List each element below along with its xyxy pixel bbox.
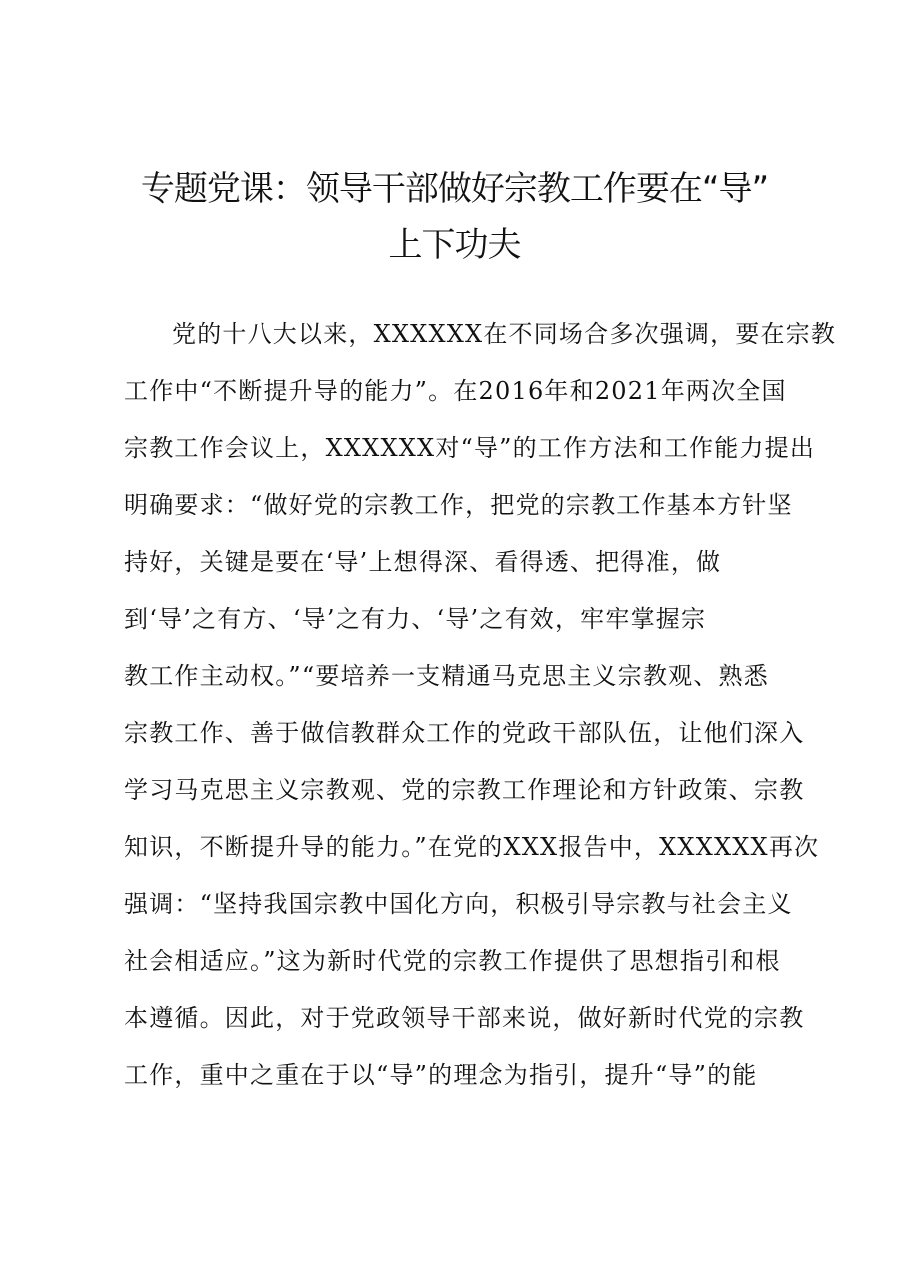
paragraph-line: 宗教工作会议上，XXXXXX对“导”的工作方法和工作能力提出 <box>124 434 816 462</box>
paragraph-line: 知识，不断提升导的能力。”在党的XXX报告中，XXXXXX再次 <box>124 833 820 861</box>
paragraph-line: 明确要求：“做好党的宗教工作，把党的宗教工作基本方针坚 <box>124 491 793 519</box>
paragraph-line: 教工作主动权。”“要培养一支精通马克思主义宗教观、熟悉 <box>124 662 769 690</box>
paragraph-line: 工作中“不断提升导的能力”。在2016年和2021年两次全国 <box>124 377 787 405</box>
document-title-line-1: 专题党课：领导干部做好宗教工作要在“导” <box>140 169 769 209</box>
paragraph-line: 学习马克思主义宗教观、党的宗教工作理论和方针政策、宗教 <box>124 776 805 804</box>
paragraph-line: 宗教工作、善于做信教群众工作的党政干部队伍，让他们深入 <box>124 719 805 747</box>
paragraph-line: 持好，关键是要在‘导’上想得深、看得透、把得准，做 <box>124 548 722 576</box>
document-title-line-2: 上下功夫 <box>388 225 521 265</box>
paragraph-line: 党的十八大以来，XXXXXX在不同场合多次强调，要在宗教 <box>172 320 837 348</box>
paragraph-line: 本遵循。因此，对于党政领导干部来说，做好新时代党的宗教 <box>124 1004 805 1032</box>
paragraph-line: 工作，重中之重在于以“导”的理念为指引，提升“导”的能 <box>124 1061 758 1089</box>
paragraph-line: 社会相适应。”这为新时代党的宗教工作提供了思想指引和根 <box>124 947 781 975</box>
paragraph-line: 到‘导’之有方、‘导’之有力、‘导’之有效，牢牢掌握宗 <box>124 605 707 633</box>
paragraph-line: 强调：“坚持我国宗教中国化方向，积极引导宗教与社会主义 <box>124 890 793 918</box>
